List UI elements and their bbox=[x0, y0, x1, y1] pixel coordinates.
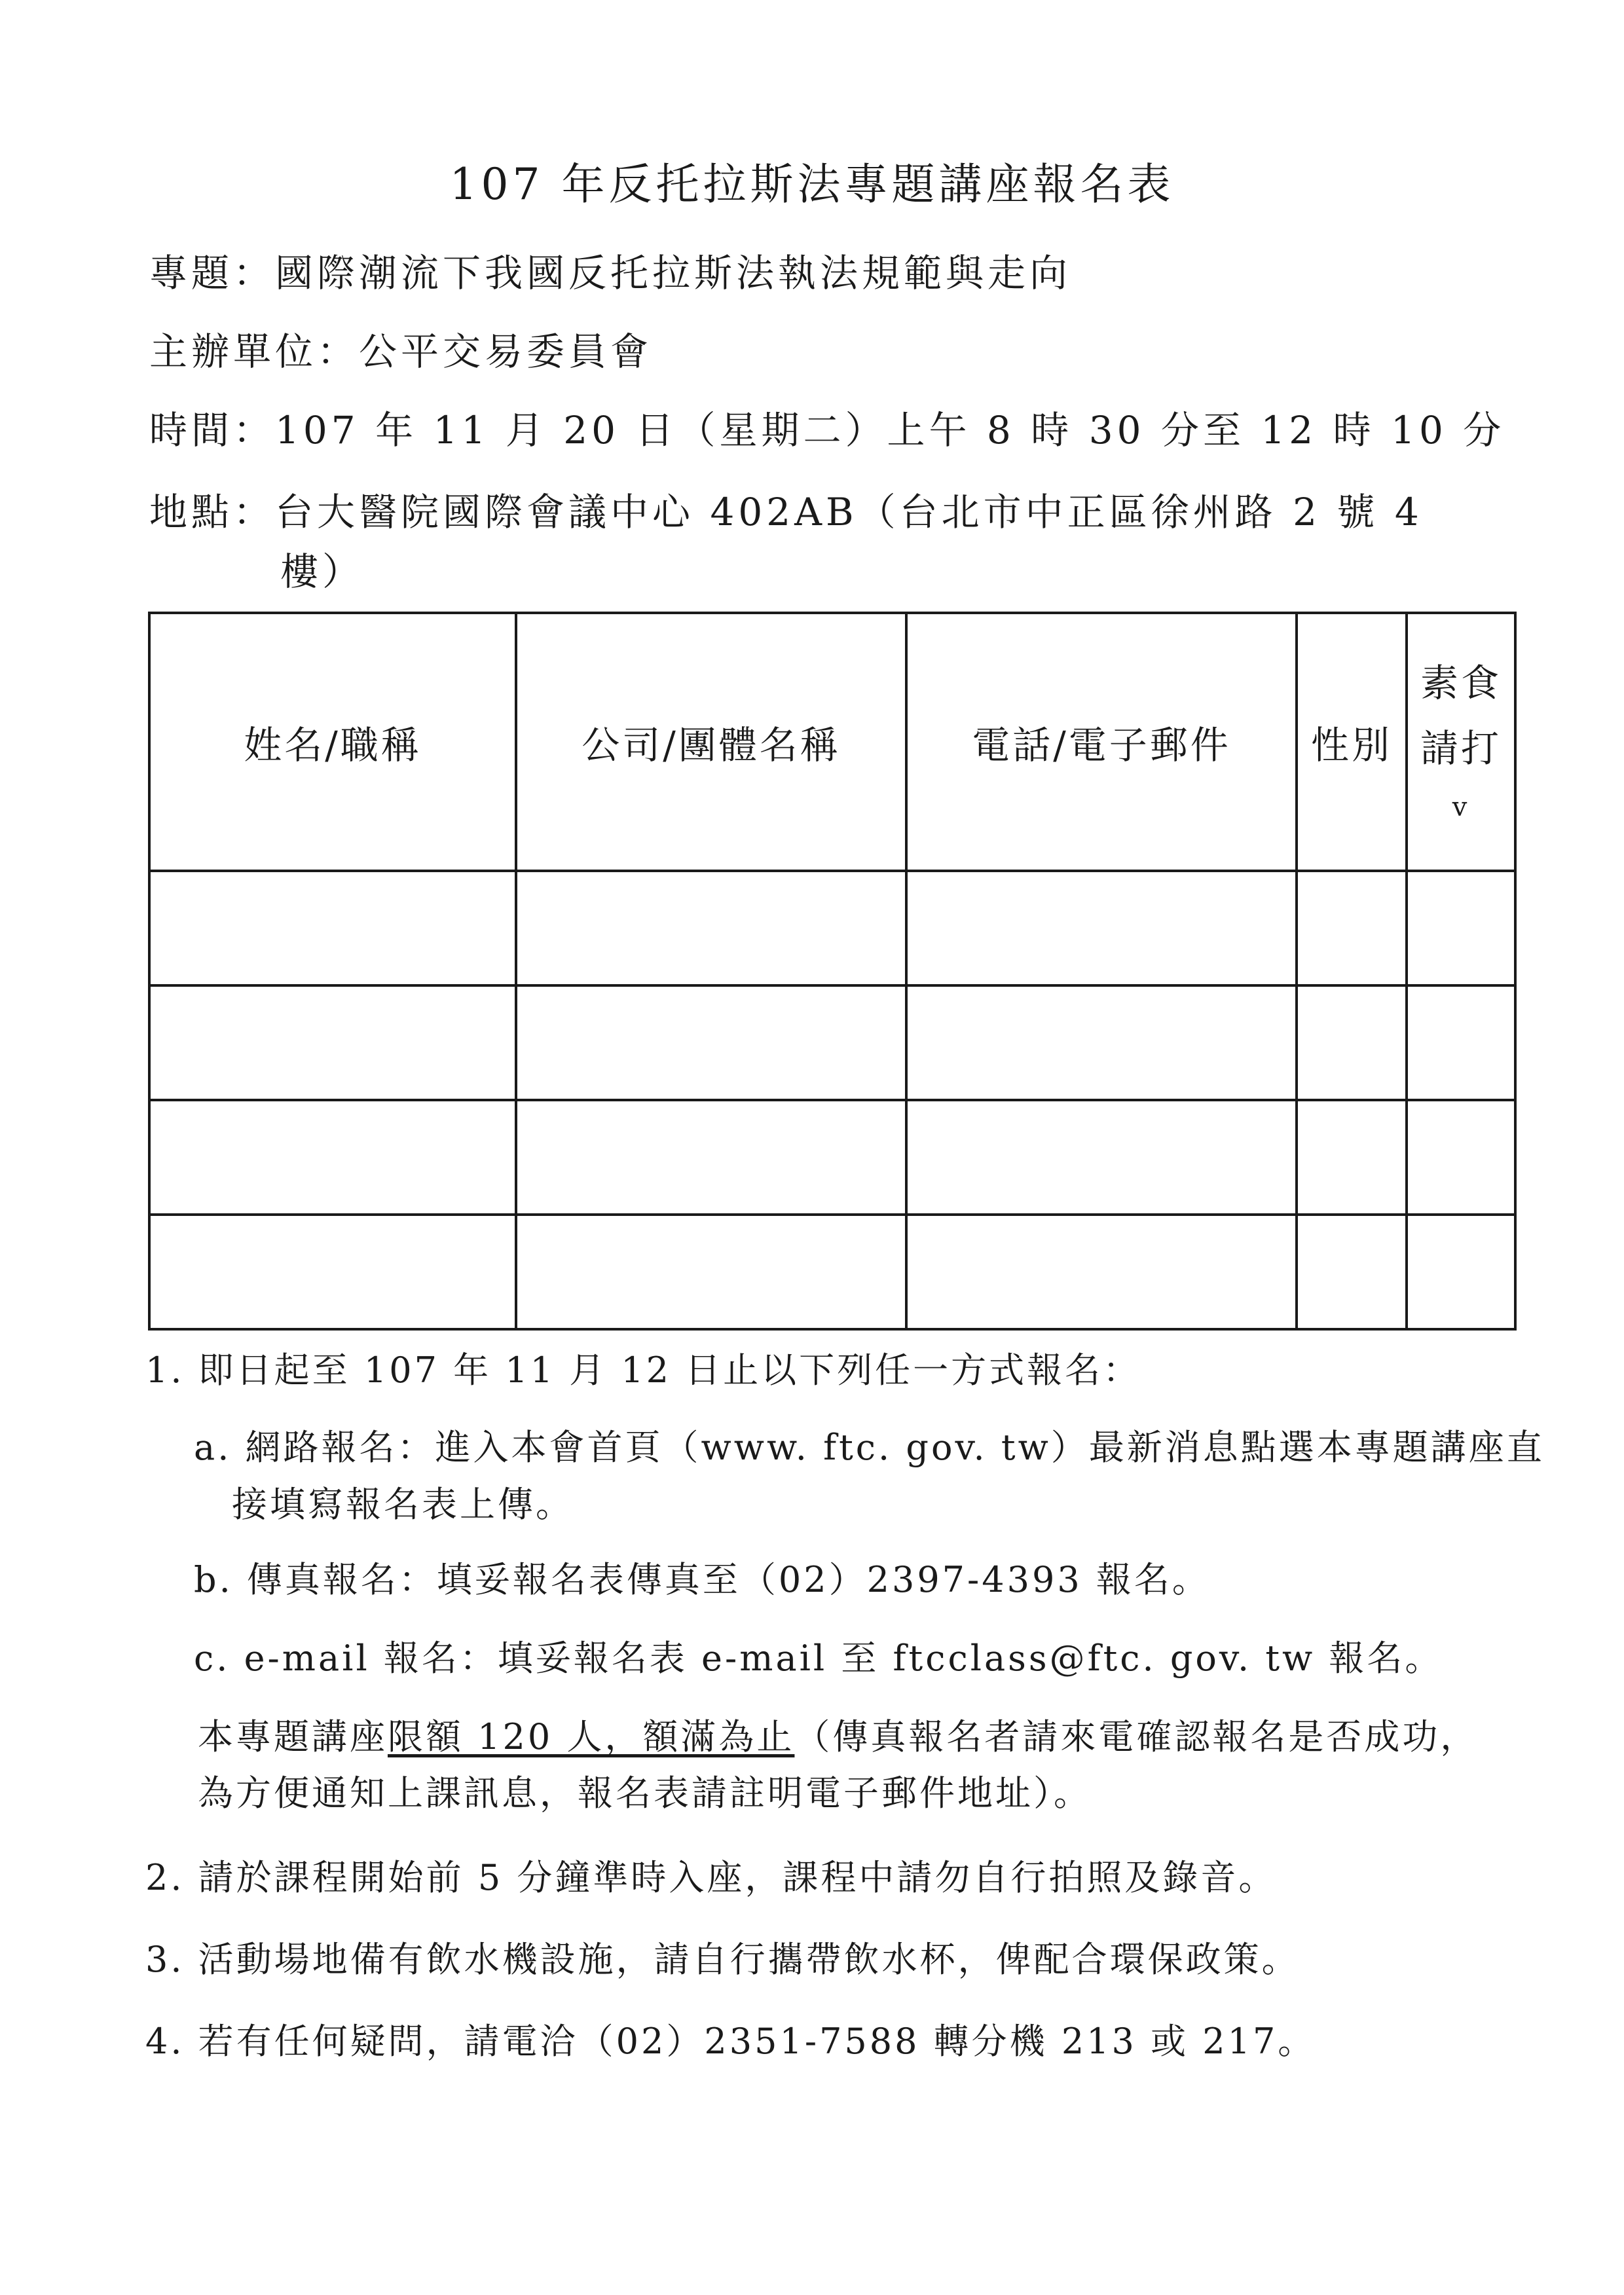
registration-table bbox=[148, 612, 1517, 1331]
company-cell[interactable] bbox=[516, 985, 906, 1100]
note-3: 3. 活動場地備有飲水機設施，請自行攜帶飲水杯，俾配合環保政策。 bbox=[145, 1939, 1300, 1980]
note-1c: c. e-mail 報名：填妥報名表 e-mail 至 ftcclass@ftc. gov. tw 報名。 bbox=[194, 1638, 1443, 1679]
vegetarian-cell[interactable] bbox=[1407, 1100, 1515, 1215]
company-cell[interactable] bbox=[516, 871, 906, 985]
note-1a-line1: a. 網路報名：進入本會首頁（www. ftc. gov. tw）最新消息點選本專題講座直 bbox=[194, 1427, 1545, 1468]
location-line: 地點：台大醫院國際會議中心 402AB（台北市中正區徐州路 2 號 4 bbox=[149, 490, 1423, 534]
contact-cell[interactable] bbox=[906, 985, 1297, 1100]
header-vegetarian-line2: 請打 bbox=[1420, 726, 1502, 771]
header-name-title: 姓名/職稱 bbox=[149, 613, 516, 871]
table-row bbox=[149, 871, 1515, 985]
note-2: 2. 請於課程開始前 5 分鐘準時入座，課程中請勿自行拍照及錄音。 bbox=[145, 1857, 1277, 1898]
organizer-line: 主辦單位：公平交易委員會 bbox=[149, 329, 653, 374]
gender-cell[interactable] bbox=[1297, 1215, 1407, 1329]
time-line: 時間：107 年 11 月 20 日（星期二）上午 8 時 30 分至 12 時 10 分 bbox=[149, 408, 1505, 452]
note-limit-line2: 為方便通知上課訊息，報名表請註明電子郵件地址）。 bbox=[198, 1772, 1092, 1814]
header-vegetarian-line1: 素食 bbox=[1420, 661, 1502, 705]
limit-post: （傳真報名者請來電確認報名是否成功， bbox=[794, 1716, 1479, 1757]
note-limit-line1 bbox=[198, 1709, 1478, 1759]
header-gender: 性別 bbox=[1297, 613, 1407, 871]
name-cell[interactable] bbox=[149, 985, 516, 1100]
gender-cell[interactable] bbox=[1297, 985, 1407, 1100]
table-row bbox=[149, 1215, 1515, 1329]
table-row bbox=[149, 1100, 1515, 1215]
vegetarian-cell[interactable] bbox=[1407, 871, 1515, 985]
limit-pre: 本專題講座 bbox=[198, 1716, 388, 1757]
company-cell[interactable] bbox=[516, 1100, 906, 1215]
table-row bbox=[149, 985, 1515, 1100]
contact-cell[interactable] bbox=[906, 1215, 1297, 1329]
header-vegetarian bbox=[1407, 613, 1515, 871]
gender-cell[interactable] bbox=[1297, 871, 1407, 985]
header-company: 公司/團體名稱 bbox=[516, 613, 906, 871]
check-mark: v bbox=[1452, 792, 1470, 822]
header-contact: 電話/電子郵件 bbox=[906, 613, 1297, 871]
note-1a-line2: 接填寫報名表上傳。 bbox=[232, 1484, 574, 1525]
limit-underlined: 限額 120 人，額滿為止 bbox=[388, 1716, 795, 1757]
location-line-continued: 樓） bbox=[280, 549, 365, 594]
name-cell[interactable] bbox=[149, 1215, 516, 1329]
note-1b: b. 傳真報名：填妥報名表傳真至（02）2397-4393 報名。 bbox=[194, 1559, 1210, 1600]
contact-cell[interactable] bbox=[906, 1100, 1297, 1215]
note-4: 4. 若有任何疑問，請電洽（02）2351-7588 轉分機 213 或 217。 bbox=[145, 2021, 1316, 2062]
name-cell[interactable] bbox=[149, 1100, 516, 1215]
gender-cell[interactable] bbox=[1297, 1100, 1407, 1215]
table-header-row bbox=[149, 613, 1515, 871]
form-title: 107 年反托拉斯法專題講座報名表 bbox=[449, 159, 1175, 210]
note-1: 1. 即日起至 107 年 11 月 12 日止以下列任一方式報名： bbox=[145, 1349, 1141, 1391]
topic-line: 專題：國際潮流下我國反托拉斯法執法規範與走向 bbox=[149, 251, 1072, 295]
company-cell[interactable] bbox=[516, 1215, 906, 1329]
name-cell[interactable] bbox=[149, 871, 516, 985]
contact-cell[interactable] bbox=[906, 871, 1297, 985]
vegetarian-cell[interactable] bbox=[1407, 1215, 1515, 1329]
vegetarian-cell[interactable] bbox=[1407, 985, 1515, 1100]
